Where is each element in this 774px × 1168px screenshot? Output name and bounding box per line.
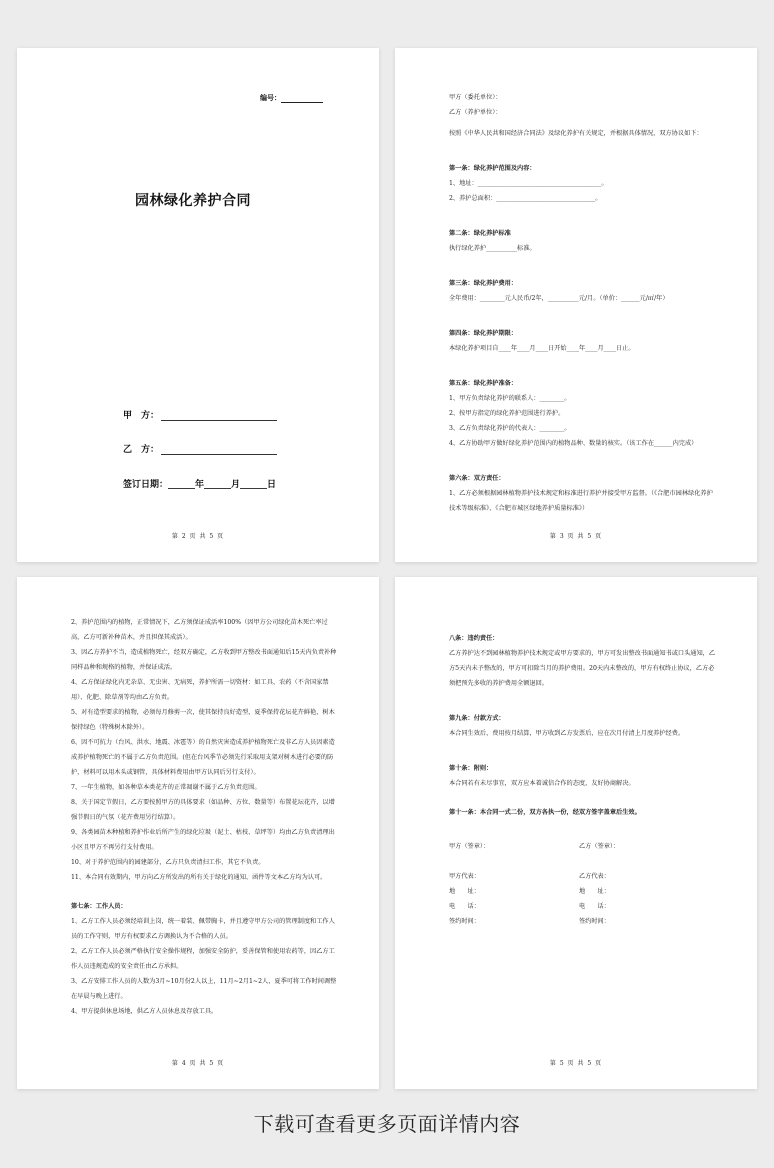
clause-heading: 第一条：绿化养护范围及内容： bbox=[449, 165, 536, 172]
party-b-signature-column bbox=[579, 839, 709, 929]
spacer bbox=[449, 791, 717, 805]
spacer bbox=[449, 206, 717, 226]
spacer bbox=[449, 256, 717, 276]
signature-field: 电 话： bbox=[449, 903, 480, 910]
clause-text: 执行绿化养护__________标准。 bbox=[449, 245, 536, 252]
number-blank bbox=[281, 95, 323, 103]
clause-heading: 八条：违约责任： bbox=[449, 635, 499, 642]
page-footer: 第 4 页 共 5 页 bbox=[171, 1060, 225, 1067]
clause-text: 1、乙方工作人员必须经培训上岗，统一着装、佩带胸卡，并且遵守甲方公司的管理制度和工作人员的工作守则，甲方有权要求乙方调换认为不合格的人员。 bbox=[71, 918, 335, 940]
clause-text: 乙方（养护单位）： bbox=[449, 109, 502, 116]
spacer bbox=[449, 306, 717, 326]
clause-text: 按照《中华人民共和国经济合同法》及绿化养护有关规定，并根据具体情况，双方协议如下： bbox=[449, 130, 703, 137]
clause-text: 本绿化养护项目自____年____月____日开始____年____月____日止。 bbox=[449, 345, 635, 352]
clause-text: 4、乙方协助甲方做好绿化养护范围内的植物品种、数量的核实。（该工作在______内完成） bbox=[449, 440, 698, 447]
clause-text: 乙方养护达不到园林植物养护技术规定或甲方要求的，甲方可发出整改书面通知书或口头通知，乙方5天内未予整改的，甲方可扣除当月的养护费用。20天内未整改的，甲方有权终止协议，乙方必须把预先多收的养护费用全额退回。 bbox=[449, 650, 716, 687]
signature-field bbox=[579, 854, 709, 869]
clause-heading: 第五条：绿化养护准备： bbox=[449, 380, 518, 387]
signature-block bbox=[449, 839, 717, 929]
page-3-content bbox=[449, 90, 717, 516]
clause-text: 1、乙方必须根据园林植物养护技术规定和标准进行养护并接受甲方监督。（《合肥市园林绿化养护技术等级标准》、《合肥市城区绿地养护质量标准》） bbox=[449, 490, 713, 512]
party-a-signature-column bbox=[449, 839, 579, 929]
page-4-content bbox=[71, 615, 339, 1019]
page-5-content bbox=[449, 631, 717, 820]
clause-heading: 第六条：双方责任： bbox=[449, 475, 505, 482]
clause-text: 1、地址：________________________________________。 bbox=[449, 180, 608, 187]
download-caption: 下载可查看更多页面详情内容 bbox=[253, 1112, 521, 1136]
page-footer: 第 2 页 共 5 页 bbox=[171, 533, 225, 540]
signature-field: 地 址： bbox=[449, 888, 480, 895]
clause-heading: 第十一条：本合同一式二份，双方各执一份，经双方签字盖章后生效。 bbox=[449, 809, 641, 816]
contract-title: 园林绿化养护合同 bbox=[135, 193, 251, 209]
spacer bbox=[449, 691, 717, 711]
clause-text: 7、一年生植物，如各种草本类花卉的正常凋谢不属于乙方负责范围。 bbox=[71, 784, 261, 791]
clause-heading: 第十条：附则： bbox=[449, 765, 493, 772]
clause-text: 3、乙方安排工作人员的人数为3月~10月份2人以上，11月~2月1~2人，夏季可将工作时间调整在早晨与晚上进行。 bbox=[71, 978, 337, 1000]
clause-text: 4、乙方保证绿化内无杂草、无虫害、无病死，养护所需一切资材：如工具、农药（不含国家禁用）、化肥、除草剂等均由乙方负责。 bbox=[71, 679, 329, 701]
clause-text: 甲方（委托单位）： bbox=[449, 94, 502, 101]
party-a-field: 甲 方： bbox=[123, 408, 277, 421]
clause-heading: 第七条：工作人员： bbox=[71, 903, 127, 910]
spacer bbox=[449, 141, 717, 161]
clause-text: 8、关于国定节假日，乙方要按照甲方的具体要求（如品种、方位、数量等）布置花坛花卉，以增强节假日的气氛（花卉费用另行结算）。 bbox=[71, 799, 335, 821]
contract-number-field: 编号： bbox=[260, 93, 323, 103]
signature-field: 签约时间： bbox=[449, 918, 480, 925]
party-a-blank bbox=[161, 411, 277, 421]
signature-field: 电 话： bbox=[579, 903, 610, 910]
spacer bbox=[449, 741, 717, 761]
clause-text: 11、本合同有效期内，甲方向乙方所发出的所有关于绿化的通知、函件等文本乙方均为认可。 bbox=[71, 874, 327, 881]
party-b-field: 乙 方： bbox=[123, 442, 277, 455]
signature-field: 甲方（签章）： bbox=[449, 843, 490, 850]
clause-heading: 第四条：绿化养护期限： bbox=[449, 330, 518, 337]
page-footer: 第 3 页 共 5 页 bbox=[549, 533, 603, 540]
clause-heading: 第九条：付款方式： bbox=[449, 715, 505, 722]
clause-text: 本合同生效后，费用按月结算，甲方收到乙方发票后，应在次月付清上月度养护经费。 bbox=[449, 730, 685, 737]
clause-text: 2、按甲方指定的绿化养护范围进行养护。 bbox=[449, 410, 565, 417]
clause-text: 10、对于养护范围内的园建部分，乙方只负责清扫工作，其它不负责。 bbox=[71, 859, 265, 866]
clause-heading: 第三条：绿化养护费用： bbox=[449, 280, 518, 287]
party-b-blank bbox=[161, 445, 277, 455]
contract-page-4 bbox=[17, 577, 379, 1089]
spacer bbox=[449, 451, 717, 471]
signature-field: 乙方代表： bbox=[579, 873, 610, 880]
clause-text: 本合同若有未尽事宜，双方应本着诚信合作的态度，友好协商解决。 bbox=[449, 780, 635, 787]
signature-field: 乙方（签章）： bbox=[579, 843, 620, 850]
signature-field: 地 址： bbox=[579, 888, 610, 895]
spacer bbox=[449, 356, 717, 376]
signature-field: 甲方代表： bbox=[449, 873, 480, 880]
signature-field: 签约时间： bbox=[579, 918, 610, 925]
clause-text: 3、因乙方养护不当，造成植物死亡，经双方确定，乙方收到甲方整改书面通知后15天内负责补种同样品种和规格的植物，并保证成活。 bbox=[71, 649, 337, 671]
clause-text: 1、甲方负责绿化养护的联系人：________。 bbox=[449, 395, 571, 402]
clause-heading: 第二条：绿化养护标准 bbox=[449, 230, 511, 237]
clause-text: 全年费用：________元人民币/2年，__________元/月。（单价：______元/㎡/年） bbox=[449, 295, 669, 302]
clause-text: 2、养护范围内的植物，正常情况下，乙方须保证成活率100%（因甲方公司绿化苗木死亡率过高，乙方可新补种苗木，并且担保其成活）。 bbox=[71, 619, 328, 641]
contract-page-5 bbox=[395, 577, 757, 1089]
clause-text: 2、乙方工作人员必须严格执行安全操作规程，加强安全防护，妥善保管和使用农药等，因乙方工作人员违规造成的安全责任由乙方承担。 bbox=[71, 948, 335, 970]
spacer bbox=[71, 885, 339, 899]
signature-field bbox=[449, 854, 579, 869]
clause-text: 6、因不可抗力（台风、洪水、地震、冰雹等）的自然灾害造成养护植物死亡及非乙方人员因素造成养护植物死亡的不属于乙方负责范围。(但在台风季节必须先行采取用支架对树木进行必要的防护，材料可以用木头或钢管，具体材料费用由甲方认同后另行支付）。 bbox=[71, 739, 335, 776]
contract-page-3 bbox=[395, 48, 757, 562]
page-footer: 第 5 页 共 5 页 bbox=[549, 1060, 603, 1067]
clause-text: 9、各类园苗木种植和养护作业后所产生的绿化垃圾（泥土、枯枝、草坪等）均由乙方负责清理出小区且甲方不再另行支付费用。 bbox=[71, 829, 335, 851]
contract-cover-page bbox=[17, 48, 379, 562]
clause-text: 5、对有造型要求的植物，必须每月修剪一次，使其保持良好造型，夏季保持花坛花卉鲜艳，树木保持绿色（特殊树木除外）。 bbox=[71, 709, 335, 731]
clause-text: 2、养护总面积：________________________________。 bbox=[449, 195, 602, 202]
clause-text: 3、乙方负责绿化养护的代表人：________。 bbox=[449, 425, 571, 432]
clause-text: 4、甲方提供休息场地，供乙方人员休息及存放工具。 bbox=[71, 1008, 218, 1015]
sign-date-field: 签订日期：______年______月______日 bbox=[123, 480, 277, 490]
